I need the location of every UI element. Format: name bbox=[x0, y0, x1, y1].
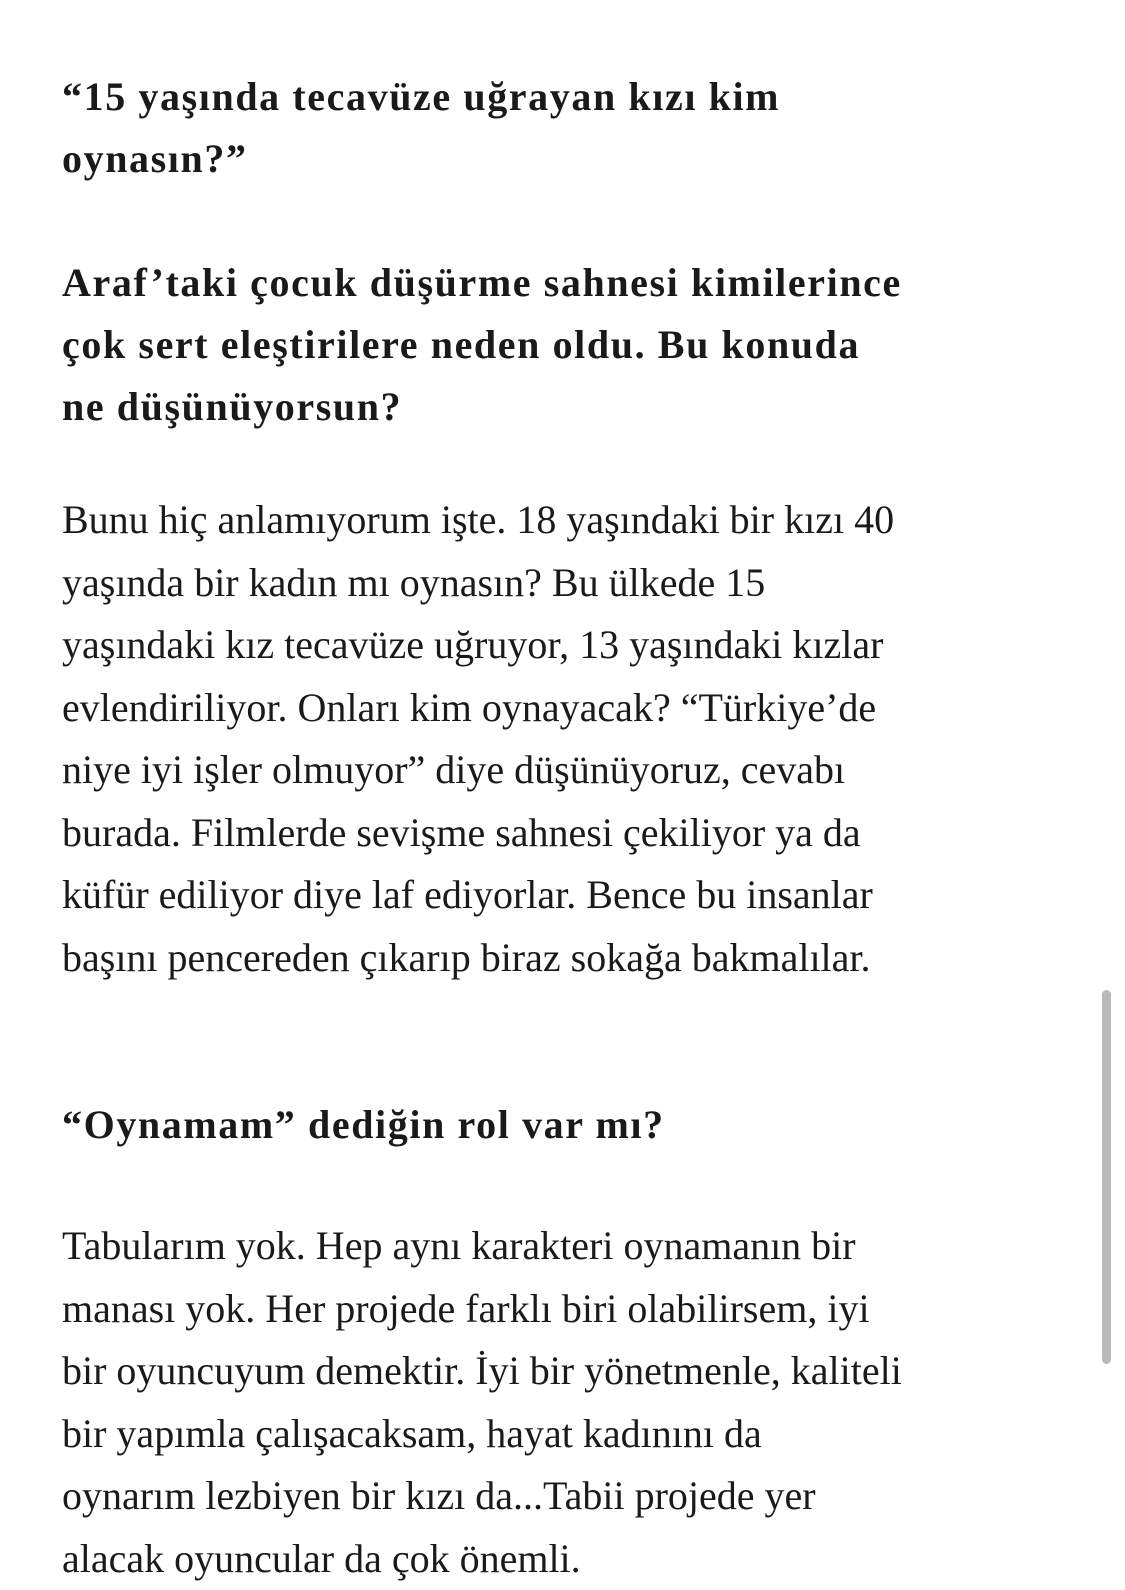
paragraph-line: niye iyi işler olmuyor” diye düşünüyoruz, cevabı bbox=[62, 739, 1072, 802]
paragraph-line: oynarım lezbiyen bir kızı da...Tabii projede yer bbox=[62, 1465, 1072, 1528]
paragraph-line: bir yapımla çalışacaksam, hayat kadınını da bbox=[62, 1403, 1072, 1466]
paragraph-line: Tabularım yok. Hep aynı karakteri oynamanın bir bbox=[62, 1215, 1072, 1278]
article-body bbox=[62, 66, 1072, 1590]
scrollbar-thumb[interactable] bbox=[1102, 990, 1111, 1364]
paragraph-line: bir oyuncuyum demektir. İyi bir yönetmenle, kaliteli bbox=[62, 1340, 1072, 1403]
interview-question-heading bbox=[62, 66, 1072, 190]
heading-line: çok sert eleştirilere neden oldu. Bu konuda bbox=[62, 314, 1072, 376]
paragraph-line: burada. Filmlerde sevişme sahnesi çekiliyor ya da bbox=[62, 802, 1072, 865]
paragraph-line: Bunu hiç anlamıyorum işte. 18 yaşındaki bir kızı 40 bbox=[62, 489, 1072, 552]
heading-line: Araf’taki çocuk düşürme sahnesi kimilerince bbox=[62, 252, 1072, 314]
paragraph-line: yaşında bir kadın mı oynasın? Bu ülkede 15 bbox=[62, 552, 1072, 615]
paragraph-line: küfür ediliyor diye laf ediyorlar. Bence bu insanlar bbox=[62, 864, 1072, 927]
heading-line: ne düşünüyorsun? bbox=[62, 376, 1072, 438]
paragraph-line: evlendiriliyor. Onları kim oynayacak? “Türkiye’de bbox=[62, 677, 1072, 740]
interview-question-heading bbox=[62, 1094, 1072, 1156]
heading-line: “15 yaşında tecavüze uğrayan kızı kim bbox=[62, 66, 1072, 128]
heading-line: “Oynamam” dediğin rol var mı? bbox=[62, 1094, 1072, 1156]
paragraph-line: başını pencereden çıkarıp biraz sokağa bakmalılar. bbox=[62, 927, 1072, 990]
interview-answer-paragraph bbox=[62, 1215, 1072, 1590]
interview-question-heading bbox=[62, 252, 1072, 438]
heading-line: oynasın?” bbox=[62, 128, 1072, 190]
paragraph-line: alacak oyuncular da çok önemli. bbox=[62, 1528, 1072, 1590]
interview-answer-paragraph bbox=[62, 489, 1072, 989]
paragraph-line: manası yok. Her projede farklı biri olabilirsem, iyi bbox=[62, 1278, 1072, 1341]
vertical-scrollbar[interactable] bbox=[1102, 990, 1111, 1364]
paragraph-line: yaşındaki kız tecavüze uğruyor, 13 yaşındaki kızlar bbox=[62, 614, 1072, 677]
